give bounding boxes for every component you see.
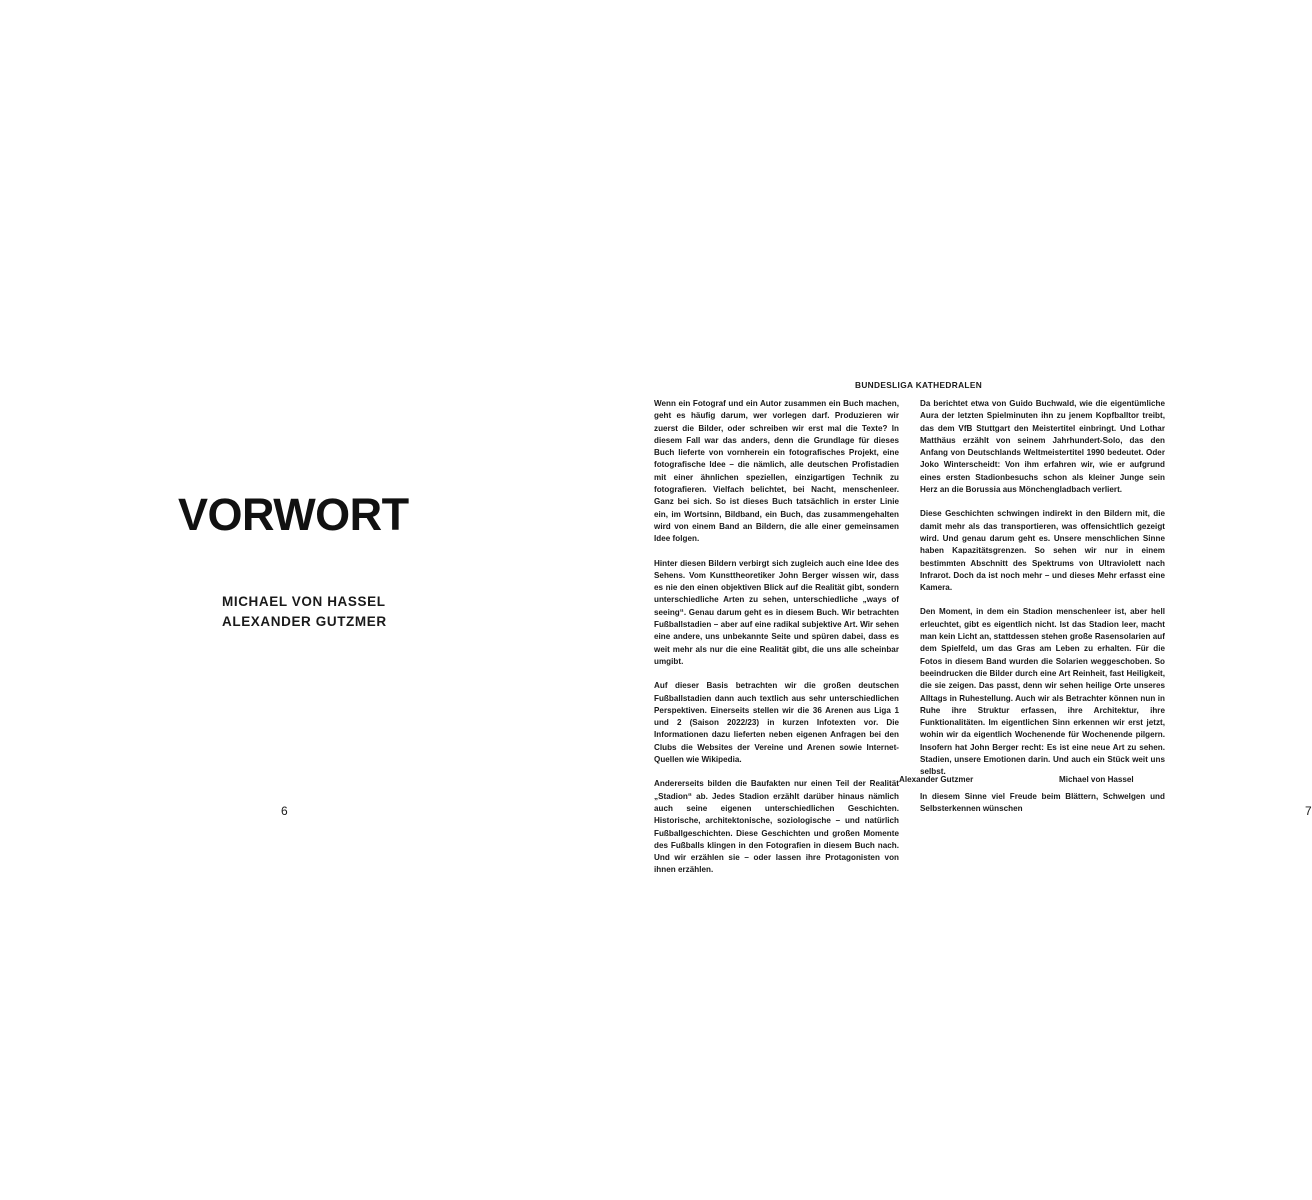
paragraph: Da berichtet etwa von Guido Buchwald, wie die eigentümliche Aura der letzten Spielminuten ihn zu jenem Kopfballtor treibt, das dem VfB Stuttgart den Meistertitel einbringt. Und Lothar Matthäus erzählt von seinem Jahrhundert-Solo, das den Anfang von Deutschlands Weltmeistertitel 1990 bedeutet. Oder Joko Winterscheidt: Von ihm erfahren wir, wie er aufgrund eines ersten Stadionbesuchs schon als kleiner Junge sein Herz an die Borussia aus Mönchengladbach verliert. — [920, 399, 1165, 495]
page-title: VORWORT — [178, 489, 409, 540]
paragraph: Den Moment, in dem ein Stadion menschenleer ist, aber hell erleuchtet, gibt es eigentlich nicht. Ist das Stadion leer, macht man kein Licht an, stattdessen stehen große Rasensolarien auf dem Spielfeld, um das Gras am Leben zu erhalten. Für die Fotos in diesem Band wurden die Solarien weggeschoben. So beeindrucken die Bilder durch eine Art Reinheit, fast Heiligkeit, die sie zeigen. Das passt, denn wir sehen heilige Orte unseres Alltags in Ruhestellung. Auch wir als Betrachter können nun in Ruhe ihre Struktur erfassen, ihre Architektur, ihre Funktionalitäten. Im eigentlichen Sinn erkennen wir erst jetzt, wohin wir da eigentlich Wochenende für Wochenende pilgern. Insofern hat John Berger recht: Es ist eine neue Art zu sehen. Stadien, unsere Emotionen darin. Und auch ein Stück weit uns selbst. — [920, 607, 1165, 777]
paragraph: Auf dieser Basis betrachten wir die großen deutschen Fußballstadien dann auch textlich aus sehr unterschiedlichen Perspektiven. Einerseits stellen wir die 36 Arenen aus Liga 1 und 2 (Saison 2022/23) in kurzen Infotexten vor. Die Informationen dazu lieferten neben eigenen Anfragen bei den Clubs die Websites der Vereine und Arenen sowie Internet-Quellen wie Wikipedia. — [654, 681, 899, 765]
signature-author-2: Michael von Hassel — [1059, 775, 1134, 784]
paragraph: Hinter diesen Bildern verbirgt sich zugleich auch eine Idee des Sehens. Vom Kunsttheoretiker John Berger wissen wir, dass es nie den einen objektiven Blick auf die Realität gibt, sondern unterschiedliche Arten zu sehen, unterschiedliche „ways of seeing“. Genau darum geht es in diesem Buch. Wir betrachten Fußballstadien – aber auf eine radikal subjektive Art. Wir sehen eine andere, uns unbekannte Seite und spüren dabei, dass es weit mehr als nur die eine Realität gibt, die uns alle scheinbar umgibt. — [654, 558, 899, 666]
right-page — [600, 0, 1312, 1200]
author-name-1: MICHAEL VON HASSEL — [222, 594, 386, 609]
author-name-2: ALEXANDER GUTZMER — [222, 614, 387, 630]
text-columns — [654, 398, 1184, 877]
paragraph: Wenn ein Fotograf und ein Autor zusammen ein Buch machen, geht es häufig darum, wer vorlegen darf. Produzieren wir zuerst die Bilder, oder schreiben wir erst mal die Texte? In diesem Fall war das anders, denn die Grundlage für dieses Buch lieferte von vornherein ein fotografisches Projekt, eine fotografische Idee – die nämlich, alle deutschen Profistadien mit einer ähnlichen speziellen, einzigartigen Technik zu fotografieren. Vielfach belichtet, bei Nacht, menschenleer. Ganz bei sich. So ist dieses Buch tatsächlich in erster Linie ein, im Wortsinn, Bildband, ein Buch, das zusammengehalten wird von einem Band an Bildern, die alle einer gemeinsamen Idee folgen. — [654, 399, 899, 544]
signature-row — [899, 775, 1184, 784]
authors-block — [222, 592, 387, 633]
running-head: BUNDESLIGA KATHEDRALEN — [855, 380, 983, 390]
text-column-right — [920, 398, 1165, 877]
paragraph: Andererseits bilden die Baufakten nur einen Teil der Realität „Stadion“ ab. Jedes Stadion erzählt darüber hinaus nämlich auch seine eigenen unterschiedlichen Geschichten. Historische, architektonische, soziologische – und natürlich Fußballgeschichten. Diese Geschichten und großen Momente des Fußballs klingen in den Fotografien in diesem Buch nach. Und wir erzählen sie – oder lassen ihre Protagonisten von ihnen erzählen. — [654, 779, 899, 875]
paragraph: Diese Geschichten schwingen indirekt in den Bildern mit, die damit mehr als das transportieren, was offensichtlich gezeigt wird. Und genau darum geht es. Unsere menschlichen Sinne haben Kapazitätsgrenzen. So sehen wir nur in einem bestimmten Abschnitt des Spektrums von Ultraviolett nach Infrarot. Doch da ist noch mehr – und dieses Mehr erfasst eine Kamera. — [920, 509, 1165, 593]
signature-author-1: Alexander Gutzmer — [899, 775, 974, 784]
left-page — [0, 0, 600, 1200]
text-column-left — [654, 398, 899, 877]
page-number-right: 7 — [1305, 804, 1312, 818]
page-number-left: 6 — [281, 804, 288, 818]
paragraph: In diesem Sinne viel Freude beim Blättern, Schwelgen und Selbsterkennen wünschen — [920, 791, 1165, 813]
